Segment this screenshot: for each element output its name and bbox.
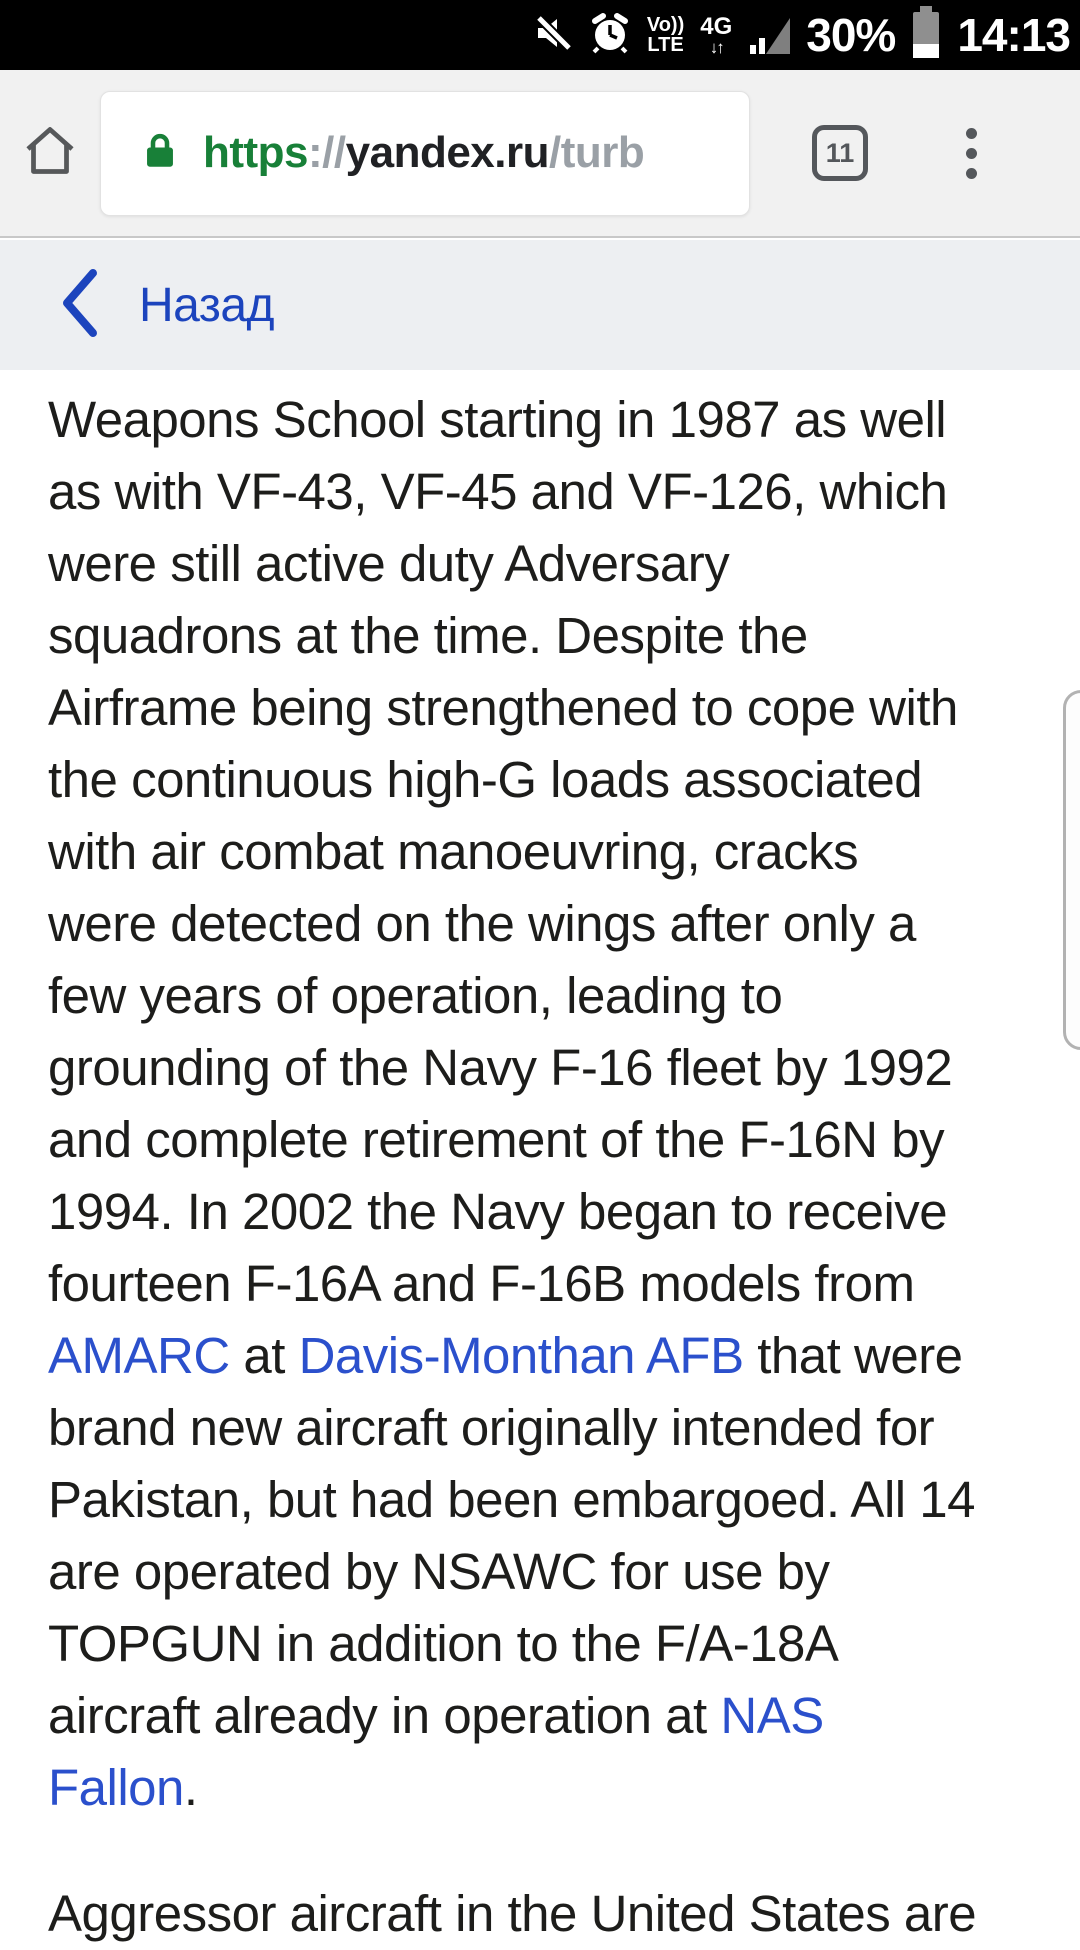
text-span: were detected on the wings after only a <box>48 895 916 952</box>
text-link[interactable]: AMARC <box>48 1327 230 1384</box>
volte-top-label: Vo)) <box>646 14 685 36</box>
chevron-left-icon[interactable] <box>57 265 105 346</box>
secure-lock-icon <box>139 130 181 177</box>
tab-count-label: 11 <box>825 137 855 168</box>
url-scheme: https <box>203 128 309 177</box>
status-bar <box>0 0 1080 70</box>
back-button[interactable]: Назад <box>139 278 275 332</box>
text-line <box>48 1176 1080 1248</box>
battery-percent-label: 30% <box>806 9 896 61</box>
text-span: grounding of the Navy F-16 fleet by 1992 <box>48 1039 953 1096</box>
alarm-clock-icon <box>589 12 631 59</box>
text-line <box>48 816 1080 888</box>
text-line <box>48 528 1080 600</box>
text-span: . <box>183 1759 198 1816</box>
text-span: Airframe being strengthened to cope with <box>48 679 958 736</box>
url-bar[interactable] <box>100 91 750 216</box>
text-span: at <box>229 1327 299 1384</box>
kebab-dot <box>966 148 977 159</box>
text-span: as with VF-43, VF-45 and VF-126, which <box>48 463 948 520</box>
text-span: that were <box>743 1327 963 1384</box>
text-span: Aggressor aircraft in the United States are <box>48 1885 977 1942</box>
browser-toolbar <box>0 70 1080 238</box>
text-line <box>48 600 1080 672</box>
text-line <box>48 1392 1080 1464</box>
text-span: few years of operation, leading to <box>48 967 783 1024</box>
text-line <box>48 960 1080 1032</box>
url-host: yandex.ru <box>345 128 550 177</box>
text-line <box>48 1464 1080 1536</box>
text-line <box>48 1320 1080 1392</box>
text-span: were still active duty Adversary <box>48 535 730 592</box>
text-link[interactable]: Davis-Monthan AFB <box>298 1327 744 1384</box>
kebab-dot <box>966 168 977 179</box>
url-separator: :// <box>308 128 346 177</box>
text-span: with air combat manoeuvring, cracks <box>48 823 859 880</box>
text-span: the continuous high-G loads associated <box>48 751 923 808</box>
text-line <box>48 672 1080 744</box>
volte-icon <box>647 15 684 55</box>
text-span: fourteen F-16A and F-16B models from <box>48 1255 915 1312</box>
text-span: are operated by NSAWC for use by <box>48 1543 830 1600</box>
article <box>0 370 1080 1942</box>
network-4g-icon <box>700 12 733 57</box>
text-line <box>48 1752 1080 1824</box>
network-arrows-icon: ↓↑ <box>709 37 723 57</box>
text-span: Weapons School starting in 1987 as well <box>48 391 947 448</box>
scrollbar-thumb[interactable] <box>1063 690 1080 1050</box>
text-line <box>48 1248 1080 1320</box>
text-span: and complete retirement of the F-16N by <box>48 1111 945 1168</box>
text-line <box>48 384 1080 456</box>
paragraph <box>48 1878 1080 1950</box>
kebab-dot <box>966 128 977 139</box>
text-span: squadrons at the time. Despite the <box>48 607 808 664</box>
turbo-back-bar <box>0 240 1080 370</box>
text-link[interactable]: NAS <box>720 1687 824 1744</box>
text-span: 1994. In 2002 the Navy began to receive <box>48 1183 948 1240</box>
network-type-label: 4G <box>700 12 733 40</box>
text-line <box>48 1104 1080 1176</box>
text-span: brand new aircraft originally intended for <box>48 1399 935 1456</box>
url-text <box>203 128 644 178</box>
tab-switcher-button[interactable] <box>812 125 868 181</box>
home-button[interactable] <box>0 70 100 236</box>
url-path: /turb <box>549 128 645 177</box>
text-line <box>48 1032 1080 1104</box>
text-span: TOPGUN in addition to the F/A-18A <box>48 1615 839 1672</box>
text-line <box>48 888 1080 960</box>
text-link[interactable]: Fallon <box>48 1759 184 1816</box>
text-line <box>48 744 1080 816</box>
text-span: Pakistan, but had been embargoed. All 14 <box>48 1471 976 1528</box>
battery-icon <box>911 6 941 65</box>
text-line <box>48 1608 1080 1680</box>
text-line <box>48 456 1080 528</box>
overflow-menu-button[interactable] <box>956 118 987 189</box>
text-span: aircraft already in operation at <box>48 1687 721 1744</box>
mute-icon <box>533 13 573 58</box>
paragraph <box>48 384 1080 1824</box>
clock-label: 14:13 <box>957 9 1070 61</box>
text-line <box>48 1680 1080 1752</box>
text-line <box>48 1536 1080 1608</box>
volte-bottom-label: LTE <box>647 34 684 56</box>
home-icon <box>20 121 80 186</box>
text-line <box>48 1878 1080 1950</box>
signal-strength-icon <box>748 12 790 59</box>
